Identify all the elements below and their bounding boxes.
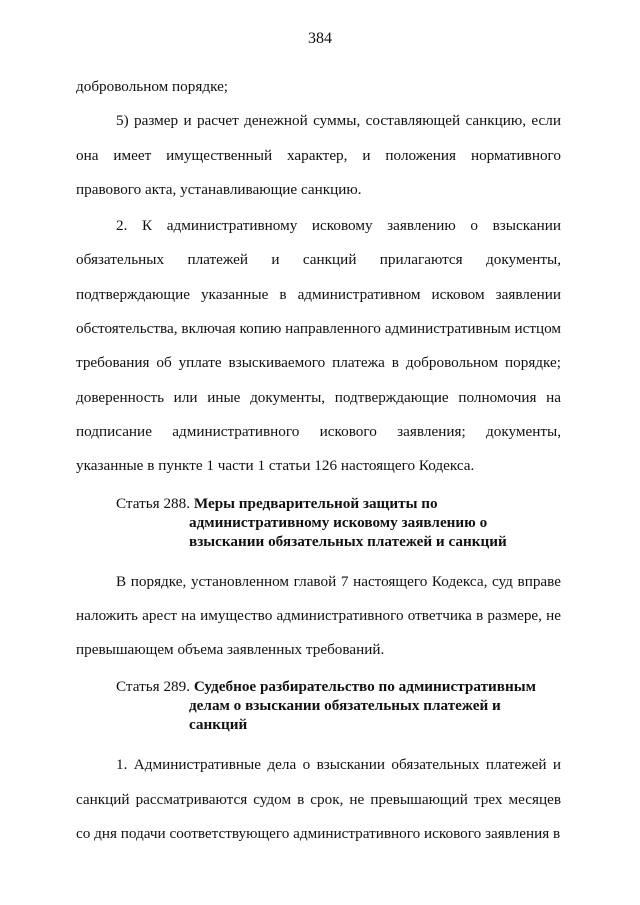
article-289-heading-line-1 <box>116 677 561 696</box>
article-288-heading-line-1 <box>116 494 561 513</box>
document-body <box>76 70 561 851</box>
article-289-number: Статья 289. <box>116 678 191 696</box>
article-288-title-2: административному исковому заявлению о <box>189 513 488 531</box>
article-288-heading <box>76 494 561 551</box>
article-289-heading <box>76 677 561 734</box>
paragraph-continuation: добровольном порядке; <box>76 78 229 95</box>
paragraph-item-5: 5) размер и расчет денежной суммы, составляющей санкцию, если она имеет имущественный характер, и положения нормативного правового акта, устанавливающие санкцию. <box>76 112 561 198</box>
article-289-title-2: делам о взыскании обязательных платежей и санкций <box>189 697 501 734</box>
page-number: 384 <box>308 30 332 47</box>
article-288-title-3: взыскании обязательных платежей и санкций <box>189 532 507 550</box>
article-288-number: Статья 288. <box>116 494 191 512</box>
article-288-title-1: Меры предварительной защиты по <box>193 494 438 512</box>
article-288-paragraph: В порядке, установленном главой 7 настоящего Кодекса, суд вправе наложить арест на имущество административного ответчика в размере, не превышающем объема заявленных требований. <box>76 572 561 659</box>
article-289-title-1: Судебное разбирательство по административным <box>193 678 536 696</box>
article-289-paragraph: 1. Административные дела о взыскании обязательных платежей и санкций рассматриваются судом в срок, не превышающий трех месяцев со дня подачи соответствующего административного искового заявления в <box>76 756 561 843</box>
paragraph-clause-2: 2. К административному исковому заявлению о взыскании обязательных платежей и санкций прилагаются документы, подтверждающие указанные в административном исковом заявлении обстоятельства, включая копию направленного административным истцом требования об уплате взыскиваемого платежа в добровольном порядке; доверенность или иные документы, подтверждающие полномочия на подписание административного искового заявления; документы, указанные в пункте 1 части 1 статьи 126 настоящего Кодекса. <box>76 217 561 475</box>
